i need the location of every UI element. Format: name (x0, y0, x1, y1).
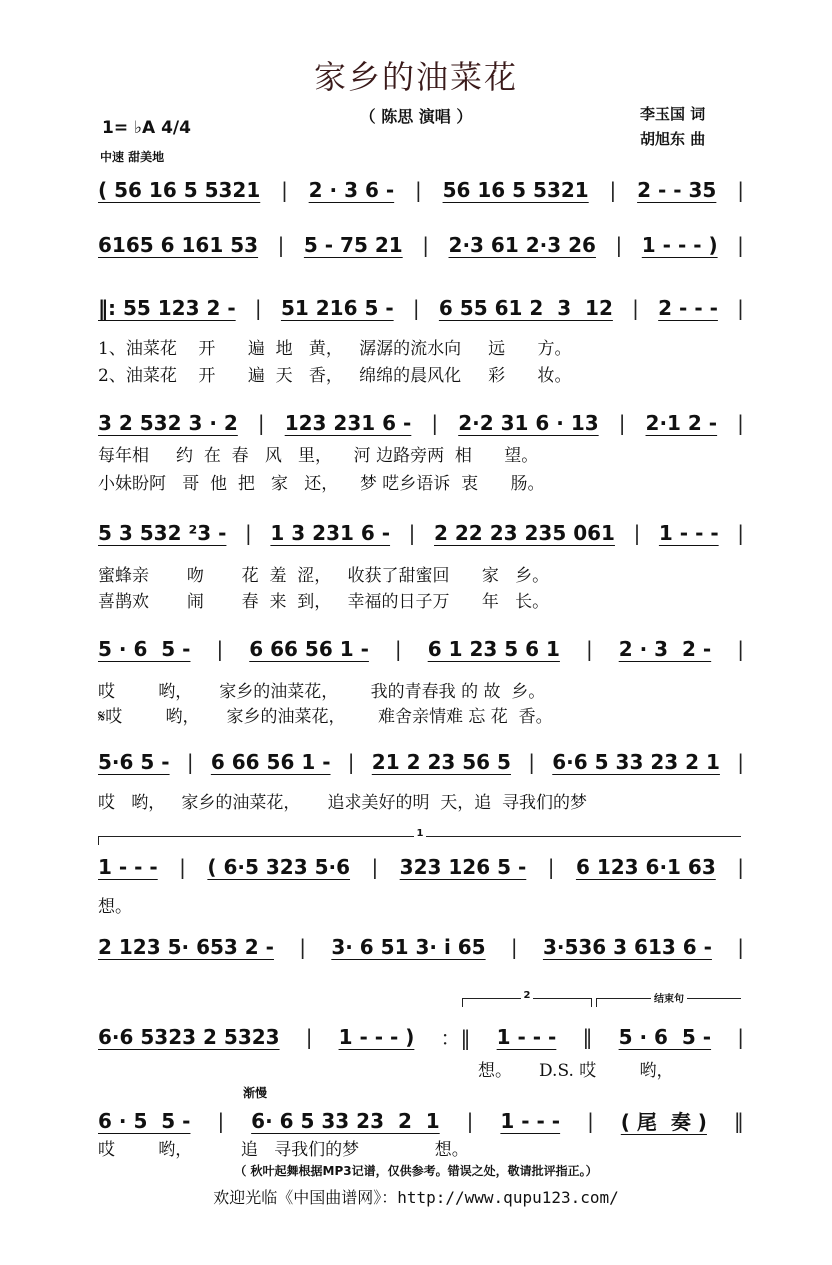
measure: ( 尾 奏 ) (620, 1110, 707, 1134)
barline: | (431, 411, 439, 435)
barline: | (737, 233, 744, 257)
notation-row (98, 296, 744, 320)
notation-row (98, 637, 744, 661)
measure: 6 66 56 1 - (210, 750, 331, 774)
lyric-line: 喜鹊欢 闹 春 来 到， 幸福的日子万 年 长。 (98, 592, 550, 612)
measure: 1 - - - (496, 1024, 557, 1049)
barline: | (587, 1108, 594, 1133)
measure: 1 3 231 6 - (270, 521, 391, 545)
lyric-line: 𝄋哎 哟， 家乡的油菜花， 难舍亲情难 忘 花 香。 (98, 707, 553, 727)
barline: | (615, 233, 623, 257)
lyric-line: 哎 哟， 家乡的油菜花， 追求美好的明 天，追 寻我们的梦 (98, 793, 588, 813)
measure: 6165 6 161 53 (98, 233, 259, 257)
barline: | (412, 296, 420, 320)
measure: 1 - - - (500, 1108, 561, 1133)
barline: | (217, 1108, 225, 1133)
lyric-line: 哎 哟， 追 寻我们的梦 想。 (98, 1140, 469, 1160)
barline: | (737, 411, 744, 435)
lyric-line: 想。 D.S. 哎 哟， (478, 1061, 674, 1081)
notation-row (98, 935, 744, 959)
barline: | (371, 855, 379, 879)
measure: 2·1 2 - (645, 411, 718, 435)
measure: 2 123 5· 653 2 - (98, 935, 274, 959)
volta-2: 2 (462, 998, 592, 1007)
singer: （ 陈思 演唱 ） (359, 107, 473, 126)
barline: ：‖ (440, 1026, 471, 1050)
measure: 1 - - - ) (641, 233, 718, 257)
barline: ‖ (733, 1108, 744, 1133)
measure: 2 22 23 235 061 (434, 521, 615, 545)
measure: ( 56 16 5 5321 (98, 178, 261, 202)
barline: | (609, 178, 617, 202)
barline: | (737, 1024, 744, 1049)
barline: | (186, 750, 194, 774)
barline: | (737, 935, 744, 959)
key-signature: 1= ♭A 4/4 (102, 118, 191, 138)
measure: 5 3 532 ²3 - (98, 521, 227, 545)
measure: 21 2 23 56 5 (371, 750, 511, 774)
measure: 6 55 61 2 3 12 (438, 296, 613, 320)
lyricist: 李玉国 词 (640, 105, 706, 123)
measure: 6 · 5 5 - (98, 1108, 191, 1133)
barline: | (632, 296, 639, 320)
barline: | (408, 521, 416, 545)
notation-row (98, 1022, 744, 1051)
barline: | (281, 178, 288, 202)
lyric-line: 小妹盼阿 哥 他 把 家 还， 梦 呓乡语诉 衷 肠。 (98, 474, 545, 494)
measure: 6 123 6·1 63 (575, 855, 716, 879)
measure: 3·536 3 613 6 - (542, 935, 712, 959)
barline: | (737, 637, 744, 661)
lyric-line: 每年相 约 在 春 风 里， 河 边路旁两 相 望。 (98, 446, 539, 466)
barline: | (737, 178, 744, 202)
barline: | (245, 521, 252, 545)
barline: | (528, 750, 535, 774)
measure: 1 - - - (98, 855, 158, 879)
volta-1: 1 (98, 836, 741, 845)
lyric-line: 2、油菜花 开 遍 天 香， 绵绵的晨风化 彩 妆。 (98, 366, 572, 386)
measure: 5 · 6 5 - (98, 637, 191, 661)
barline: | (737, 750, 744, 774)
notation-row (98, 750, 744, 774)
barline: | (394, 637, 402, 661)
measure: 2 · 3 2 - (618, 637, 712, 661)
ending-bracket: 结束句 (596, 998, 741, 1007)
footer-note: （ 秋叶起舞根据MP3记谱，仅供参考。错误之处，敬请批评指正。） (234, 1164, 598, 1178)
barline: | (466, 1108, 474, 1133)
measure: 2 - - 35 (637, 178, 717, 202)
measure: 5 · 6 5 - (618, 1024, 712, 1049)
lyric-line: 1、油菜花 开 遍 地 黄， 潺潺的流水向 远 方。 (98, 339, 572, 359)
barline: | (547, 855, 555, 879)
barline: | (299, 935, 307, 959)
barline: | (305, 1024, 313, 1049)
measure: 6·6 5323 2 5323 (98, 1024, 280, 1049)
notation-row (98, 178, 744, 202)
barline: | (585, 637, 593, 661)
barline: | (510, 935, 518, 959)
ritardando-marking: 渐慢 (243, 1086, 268, 1100)
barline: | (737, 855, 744, 879)
measure: 2 · 3 6 - (308, 178, 395, 202)
measure: 1 - - - (658, 521, 719, 545)
barline: | (254, 296, 262, 320)
measure: 2 - - - (658, 296, 718, 320)
tempo-marking: 中速 甜美地 (100, 150, 165, 164)
measure: 1 - - - ) (338, 1024, 415, 1049)
barline: | (277, 233, 285, 257)
measure: 51 216 5 - (280, 296, 394, 320)
notation-row (98, 1106, 744, 1135)
measure: 6·6 5 33 23 2 1 (552, 750, 720, 774)
notation-row (98, 855, 744, 879)
measure: 323 126 5 - (399, 855, 527, 879)
barline: | (422, 233, 429, 257)
barline: | (257, 411, 265, 435)
measure: 5 - 75 21 (303, 233, 403, 257)
barline: | (737, 521, 744, 545)
composer: 胡旭东 曲 (640, 130, 706, 148)
measure: ‖: 55 123 2 - (98, 296, 236, 320)
measure: ( 6·5 323 5·6 (207, 855, 351, 879)
barline: | (737, 296, 744, 320)
measure: 3 2 532 3 · 2 (98, 411, 238, 435)
song-title: 家乡的油菜花 (313, 58, 518, 96)
barline: | (414, 178, 422, 202)
barline: | (179, 855, 186, 879)
barline: | (347, 750, 355, 774)
notation-row (98, 411, 744, 435)
measure: 6 1 23 5 6 1 (427, 637, 560, 661)
notation-row (98, 233, 744, 257)
barline: ‖ (582, 1024, 593, 1049)
measure: 5·6 5 - (98, 750, 170, 774)
measure: 6· 6 5 33 23 2 1 (251, 1108, 440, 1133)
lyric-line: 哎 哟， 家乡的油菜花， 我的青春我 的 故 乡。 (98, 682, 546, 702)
notation-row (98, 521, 744, 545)
measure: 123 231 6 - (284, 411, 412, 435)
lyric-line: 想。 (98, 897, 132, 917)
barline: | (216, 637, 224, 661)
footer-site: 欢迎光临《中国曲谱网》：http://www.qupu123.com/ (213, 1188, 619, 1207)
measure: 3· 6 51 3· i 65 (331, 935, 486, 959)
barline: | (633, 521, 641, 545)
lyric-line: 蜜蜂亲 吻 花 羞 涩， 收获了甜蜜回 家 乡。 (98, 566, 550, 586)
measure: 2·2 31 6 · 13 (458, 411, 599, 435)
measure: 6 66 56 1 - (249, 637, 369, 661)
measure: 2·3 61 2·3 26 (448, 233, 596, 257)
measure: 56 16 5 5321 (442, 178, 589, 202)
barline: | (618, 411, 626, 435)
